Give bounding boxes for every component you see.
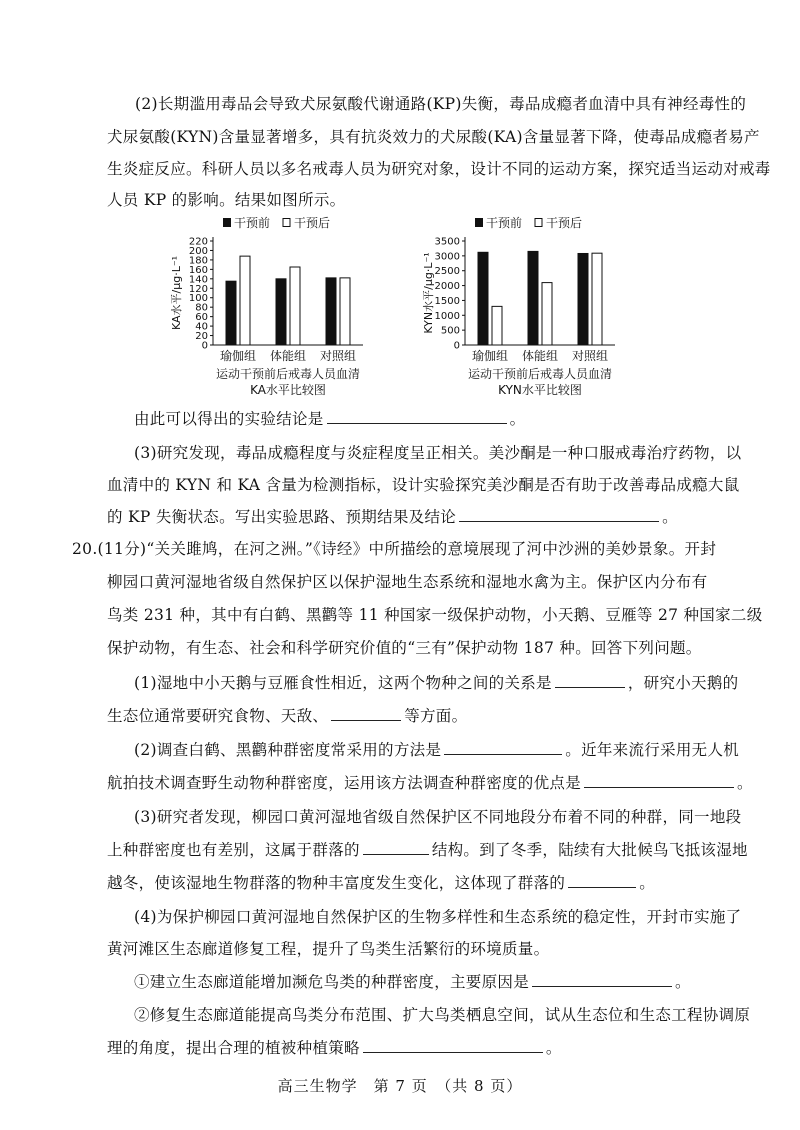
ka-ytick-label-2: 40 (195, 321, 208, 333)
ka-caption-1: 运动干预前后戒毒人员血清 (215, 367, 361, 381)
kyn-ytick-label-0: 0 (453, 340, 460, 352)
q20-s4-blank2 (363, 1038, 543, 1053)
q19-p2-line1: (2)长期滥用毒品会导致犬尿氨酸代谢通路(KP)失衡，毒品成瘾者血清中具有神经毒性的 (135, 95, 747, 113)
q20-s3e: 。 (639, 874, 656, 892)
kyn-ytick-label-3: 1500 (434, 295, 460, 307)
q20-s4-line1: (4)为保护柳园口黄河湿地自然保护区的生物多样性和生态系统的稳定性，开封市实施了 (134, 908, 742, 926)
kyn-bar-before-2 (578, 253, 588, 345)
q20-s1-line2 (107, 706, 467, 726)
ka-category-2: 对照组 (319, 349, 357, 363)
kyn-legend-before-label: 干预前 (486, 216, 523, 230)
q20-s1c: 生态位通常要研究食物、天敌、 (107, 707, 329, 725)
conclusion-prefix: 由此可以得出的实验结论是 (134, 410, 324, 428)
kyn-legend-after-swatch (535, 219, 542, 227)
q20-s4-line5 (107, 1038, 562, 1058)
q20-s3-line2 (107, 840, 748, 860)
q20-s1d: 等方面。 (404, 707, 468, 725)
ka-ytick-label-6: 120 (188, 283, 208, 295)
kyn-ytick-label-4: 2000 (434, 281, 460, 293)
kyn-category-2: 对照组 (571, 349, 609, 363)
kyn-ytick-label-5: 2500 (434, 266, 460, 278)
q20-s1-blank2 (331, 706, 401, 721)
ka-ytick-label-3: 60 (195, 312, 208, 324)
q20-s3c: 结构。到了冬季，陆续有大批候鸟飞抵该湿地 (431, 841, 748, 859)
kyn-legend-before-swatch (475, 218, 483, 227)
q20-intro-line4: 保护动物，有生态、社会和科学研究价值的“三有”保护动物 187 种。回答下列问题。 (107, 639, 702, 657)
ka-category-0: 瑜伽组 (219, 349, 257, 363)
q20-s3-line3 (107, 873, 655, 893)
q20-s4d: 。 (675, 973, 691, 991)
ka-bar-after-2 (340, 278, 350, 345)
kyn-legend-after-label: 干预后 (546, 216, 583, 230)
q20-s3-blank2 (568, 873, 636, 888)
ka-ytick-label-7: 140 (188, 274, 208, 286)
page-footer: 高三生物学 第 7 页 （共 8 页） (277, 1077, 523, 1095)
kyn-bar-after-0 (492, 306, 502, 345)
q19-p3-line2: 血清中的 KYN 和 KA 含量为检测指标，设计实验探究美沙酮是否有助于改善毒品成瘾大鼠 (107, 476, 740, 494)
q20-s1-line1 (134, 673, 738, 693)
q20-s3-line1: (3)研究者发现，柳园口黄河湿地省级自然保护区不同地段分布着不同的种群，同一地段 (134, 808, 742, 826)
ka-bar-after-1 (290, 267, 300, 345)
q20-s4g: 。 (545, 1039, 562, 1057)
q20-s4f: 理的角度，提出合理的植被种植策略 (107, 1039, 360, 1057)
q19-p2-line4: 人员 KP 的影响。结果如图所示。 (107, 191, 346, 209)
q20-s4-line4: ②修复生态廊道能提高鸟类分布范围、扩大鸟类栖息空间，试从生态位和生态工程协调原 (134, 1006, 751, 1024)
q20-intro-line3: 鸟类 231 种，其中有白鹤、黑鹳等 11 种国家一级保护动物，小天鹅、豆雁等 27 种国家二级 (107, 606, 763, 624)
kyn-caption-1: 运动干预前后戒毒人员血清 (467, 367, 613, 381)
q20-s2-blank2 (584, 773, 734, 788)
kyn-ytick-label-2: 1000 (434, 310, 460, 322)
q19-p3-line3-text: 的 KP 失衡状态。写出实验思路、预期结果及结论 (107, 508, 457, 526)
q20-s2-line2 (107, 773, 753, 793)
ka-bar-after-0 (240, 256, 250, 345)
kyn-ytick-label-6: 3000 (434, 251, 460, 263)
q20-s2b: 。近年来流行采用无人机 (565, 741, 740, 759)
ka-legend-after-swatch (283, 219, 290, 227)
kyn-caption-2: KYN水平比较图 (498, 383, 582, 397)
q20-intro-line1: 20.(11分)“关关雎鸠，在河之洲。”《诗经》中所描绘的意境展现了河中沙洲的美妙景象。开封 (72, 540, 717, 558)
conclusion-blank (327, 409, 507, 424)
q19-conclusion (134, 409, 525, 429)
q19-p3-line1: (3)研究发现，毒品成瘾程度与炎症程度呈正相关。美沙酮是一种口服戒毒治疗药物，以 (134, 444, 742, 462)
kyn-bar-chart (420, 215, 650, 397)
kyn-bar-after-2 (592, 253, 602, 345)
q19-p3-blank (459, 507, 659, 522)
ka-ytick-label-1: 20 (195, 331, 208, 343)
q19-p2-line2: 犬尿氨酸(KYN)含量显著增多，具有抗炎效力的犬尿酸(KA)含量显著下降，使毒品成瘾者易产 (107, 128, 760, 146)
ka-ytick-label-4: 80 (195, 302, 208, 314)
kyn-category-1: 体能组 (521, 349, 559, 363)
q19-p2-line3: 生炎症反应。科研人员以多名戒毒人员为研究对象，设计不同的运动方案，探究适当运动对戒毒 (107, 160, 771, 178)
q20-s3b: 上种群密度也有差别，这属于群落的 (107, 841, 360, 859)
kyn-bar-before-1 (528, 251, 538, 345)
q19-p3-suffix: 。 (662, 508, 678, 526)
kyn-ytick-label-7: 3500 (434, 236, 460, 248)
ka-bar-before-2 (326, 278, 336, 345)
conclusion-suffix: 。 (509, 410, 526, 428)
ka-legend-before-label: 干预前 (234, 216, 271, 230)
ka-bar-before-1 (276, 279, 286, 345)
ka-legend-before-swatch (223, 218, 231, 227)
kyn-bar-before-0 (478, 252, 488, 345)
q20-s4-line3 (134, 972, 691, 992)
ka-ytick-label-8: 160 (188, 264, 208, 276)
q20-s2a: (2)调查白鹤、黑鹳种群密度常采用的方法是 (134, 741, 442, 759)
q20-s1-blank1 (555, 673, 625, 688)
q20-s2-blank1 (444, 740, 562, 755)
q20-s1b: ，研究小天鹅的 (627, 674, 739, 692)
q20-s3-blank1 (363, 840, 429, 855)
ka-category-1: 体能组 (269, 349, 307, 363)
kyn-category-0: 瑜伽组 (471, 349, 509, 363)
ka-legend-after-label: 干预后 (294, 216, 331, 230)
kyn-bar-after-1 (542, 283, 552, 345)
q20-s1a: (1)湿地中小天鹅与豆雁食性相近，这两个物种之间的关系是 (134, 674, 552, 692)
kyn-ylabel: KYN水平/μg·L⁻¹ (422, 252, 435, 334)
ka-bar-before-0 (226, 281, 236, 345)
q20-s2d: 。 (737, 774, 753, 792)
ka-ytick-label-0: 0 (201, 340, 208, 352)
ka-caption-2: KA水平比较图 (250, 383, 326, 397)
kyn-ytick-label-1: 500 (440, 325, 460, 337)
ka-ytick-label-9: 180 (188, 255, 208, 267)
ka-ytick-label-5: 100 (188, 293, 208, 305)
q19-p3-line3 (107, 507, 678, 527)
ka-ytick-label-11: 220 (188, 236, 208, 248)
ka-ytick-label-10: 200 (188, 245, 208, 257)
q20-s4c: ①建立生态廊道能增加濒危鸟类的种群密度，主要原因是 (134, 973, 530, 991)
q20-intro-line2: 柳园口黄河湿地省级自然保护区以保护湿地生态系统和湿地水禽为主。保护区内分布有 (107, 573, 708, 591)
q20-s3d: 越冬，使该湿地生物群落的物种丰富度发生变化，这体现了群落的 (107, 874, 566, 892)
q20-s4-blank1 (532, 972, 672, 987)
q20-s2c: 航拍技术调查野生动物种群密度，运用该方法调查种群密度的优点是 (107, 774, 582, 792)
ka-ylabel: KA水平/μg·L⁻¹ (170, 255, 183, 331)
q20-s2-line1 (134, 740, 739, 760)
ka-bar-chart (168, 215, 398, 397)
q20-s4-line2: 黄河滩区生态廊道修复工程，提升了鸟类生活繁衍的环境质量。 (107, 940, 550, 958)
